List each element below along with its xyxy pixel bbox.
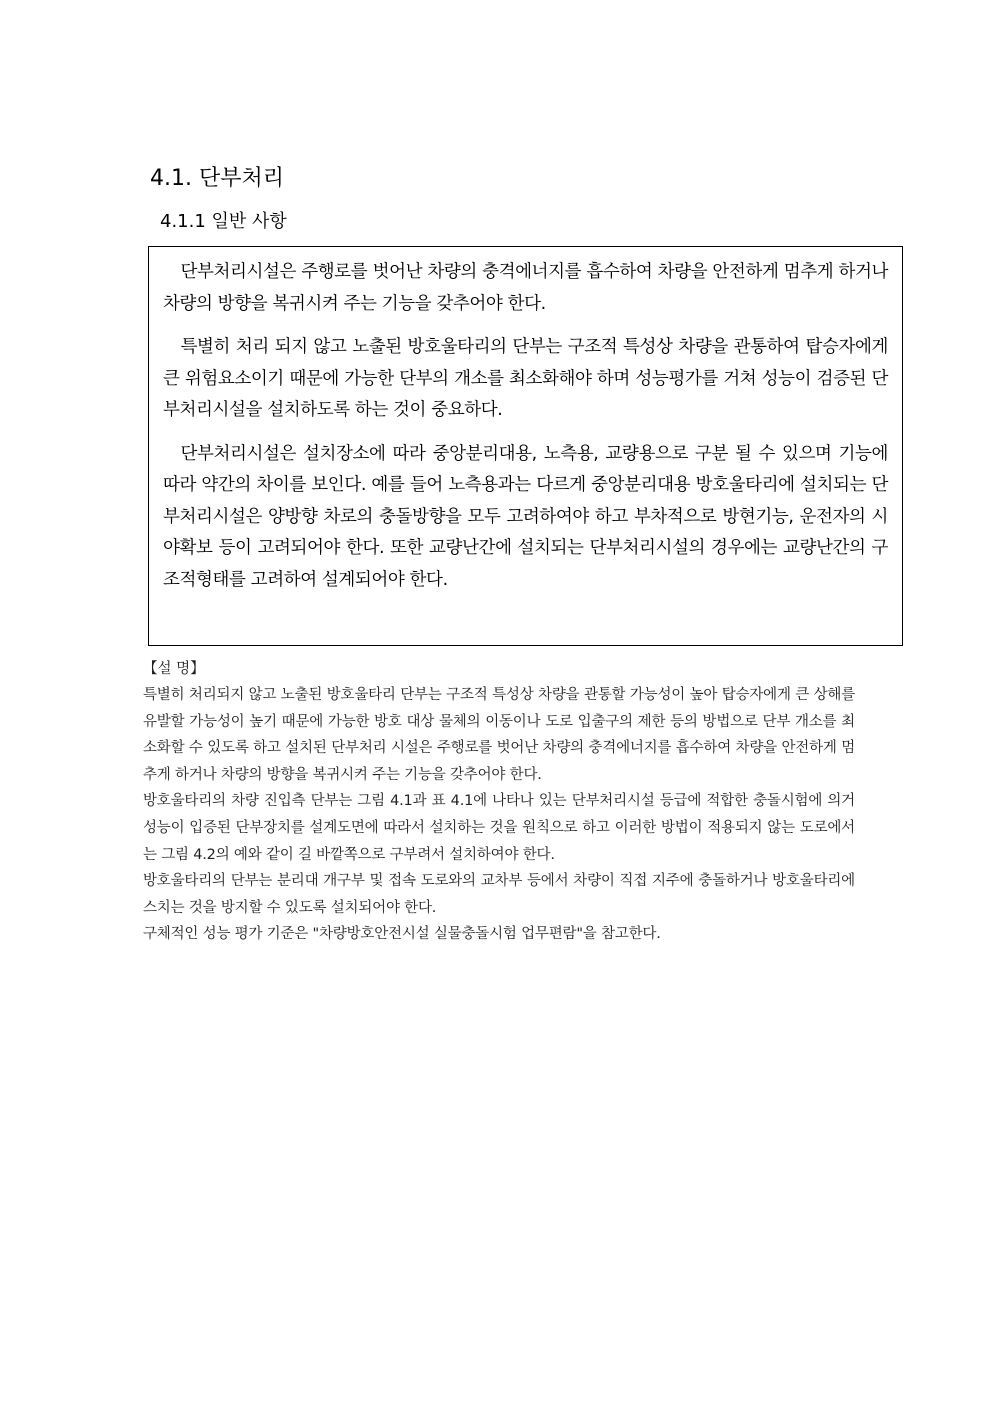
explanation-paragraph: 특별히 처리되지 않고 노출된 방호울타리 단부는 구조적 특성상 차량을 관통할 가능성이 높아 탑승자에게 큰 상해를 유발할 가능성이 높기 때문에 가능한 방호 대상 물체의 이동이나 도로 입출구의 제한 등의 방법으로 단부 개소를 최소화할 수 있도록 하고 설치된 단부처리 시설은 주행로를 벗어난 차량의 충격에너지를 흡수하여 차량을 안전하게 멈추게 하거나 차량의 방향을 복귀시켜 주는 기능을 갖추어야 한다. (143, 687, 855, 783)
explanation-paragraph: 구체적인 성능 평가 기준은 "차량방호안전시설 실물충돌시험 업무편람"을 참고한다. (143, 926, 661, 943)
box-paragraph: 단부처리시설은 설치장소에 따라 중앙분리대용, 노측용, 교량용으로 구분 될 수 있으며 기능에 따라 약간의 차이를 보인다. 예를 들어 노측용과는 다르게 중앙분리대용 방호울타리에 설치되는 단부처리시설은 양방향 차로의 충돌방향을 모두 고려하여야 하고 부차적으로 방현기능, 운전자의 시야확보 등이 고려되어야 한다. 또한 교량난간에 설치되는 단부처리시설의 경우에는 교량난간의 구조적형태를 고려하여 설계되어야 한다. (163, 443, 888, 590)
explanation-paragraph: 방호울타리의 단부는 분리대 개구부 및 접속 도로와의 교차부 등에서 차량이 직접 지주에 충돌하거나 방호울타리에 스치는 것을 방지할 수 있도록 설치되어야 한다. (143, 873, 855, 916)
explanation-paragraph: 방호울타리의 차량 진입측 단부는 그림 4.1과 표 4.1에 나타나 있는 단부처리시설 등급에 적합한 충돌시험에 의거 성능이 입증된 단부장치를 설계도면에 따라서 설치하는 것을 원칙으로 하고 이러한 방법이 적용되지 않는 도로에서는 그림 4.2의 예와 같이 길 바깥쪽으로 구부려서 설치하여야 한다. (143, 793, 855, 863)
explanation-section (143, 656, 855, 948)
explanation-heading: 【설 명】 (143, 661, 205, 677)
subsection-title: 4.1.1 일반 사항 (160, 211, 287, 232)
section-title: 4.1. 단부처리 (150, 166, 284, 191)
box-paragraph: 특별히 처리 되지 않고 노출된 방호울타리의 단부는 구조적 특성상 차량을 관통하여 탑승자에게 큰 위험요소이기 때문에 가능한 단부의 개소를 최소화해야 하며 성능평가를 거쳐 성능이 검증된 단부처리시설을 설치하도록 하는 것이 중요하다. (163, 337, 888, 420)
standard-text-box (148, 246, 903, 646)
box-paragraph: 단부처리시설은 주행로를 벗어난 차량의 충격에너지를 흡수하여 차량을 안전하게 멈추게 하거나 차량의 방향을 복귀시켜 주는 기능을 갖추어야 한다. (163, 262, 888, 314)
